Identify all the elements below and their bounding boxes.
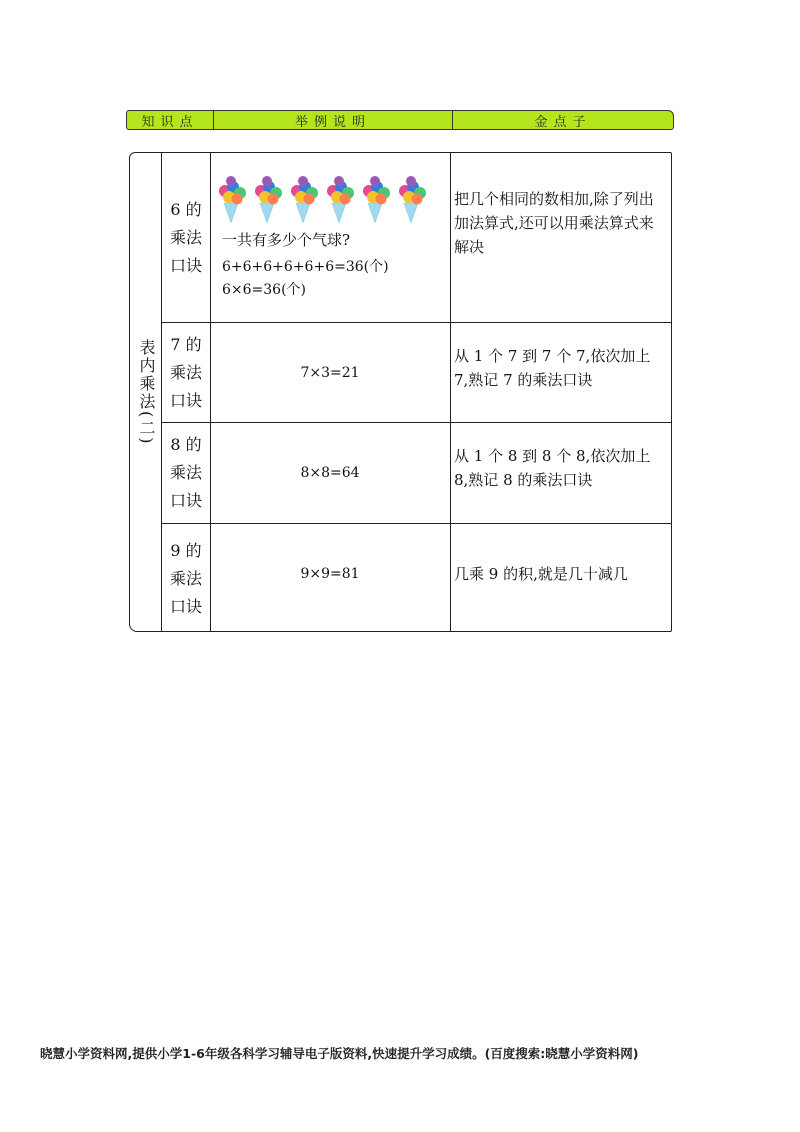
tip-6: 把几个相同的数相加,除了列出加法算式,还可以用乘法算式来解决 [454, 190, 654, 256]
category-label: 表内乘法(二) [137, 338, 156, 446]
topic-8: 8 的 乘法 口诀 [169, 435, 202, 510]
tip-8: 从 1 个 8 到 8 个 8,依次加上 8,熟记 8 的乘法口诀 [454, 447, 651, 489]
topic-9: 9 的 乘法 口诀 [169, 541, 202, 616]
header-knowledge: 知识点 [141, 114, 199, 130]
tip-9: 几乘 9 的积,就是几十减几 [454, 565, 628, 583]
example-7: 7×3=21 [300, 365, 360, 381]
table-header [126, 110, 674, 130]
knowledge-table [129, 152, 672, 632]
topic-6: 6 的 乘法 口诀 [169, 200, 202, 275]
example-multiplication: 6×6=36(个) [222, 282, 307, 298]
tip-7: 从 1 个 7 到 7 个 7,依次加上 7,熟记 7 的乘法口诀 [454, 347, 651, 389]
example-addition: 6+6+6+6+6+6=36(个) [222, 259, 389, 275]
topic-7: 7 的 乘法 口诀 [169, 335, 202, 410]
balloons-image [216, 175, 436, 225]
example-8: 8×8=64 [300, 465, 360, 481]
example-9: 9×9=81 [300, 566, 360, 582]
example-question: 一共有多少个气球? [222, 231, 351, 249]
footer-note: 晓慧小学资料网,提供小学1-6年级各科学习辅导电子版资料,快速提升学习成绩。(百度搜索:晓慧小学资料网) [40, 1046, 639, 1061]
header-tip: 金点子 [452, 111, 673, 129]
header-example: 举例说明 [213, 111, 452, 129]
